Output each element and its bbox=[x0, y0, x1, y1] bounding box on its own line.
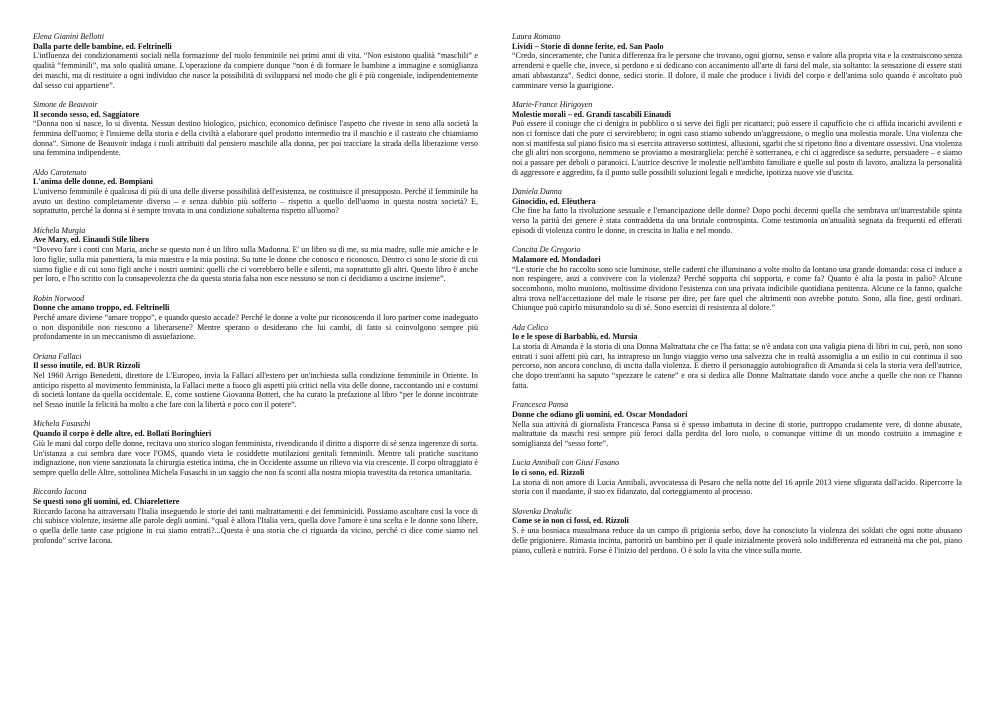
book-entry-danna bbox=[512, 187, 962, 236]
book-description: Riccardo Iacona ha attraversato l'Italia inseguendo le storie dei tanti maltrattamenti e dei femminicidi. Possiamo ascoltare così la voce di chi subisce violenze, insieme alle parole degli uomini. “qual è allora l'Italia vera, quella dove l'amore è una scelta e le donne sono libere, o quella delle tante case prigione in cui siamo entrati?...Questa è una storia che ci riguarda da vicino, perché ci dice come siamo nel profondo” scrive Iacona. bbox=[33, 506, 478, 545]
book-author: Marie-France Hirigoyen bbox=[512, 99, 593, 109]
book-description: “Le storie che ho raccolto sono scie luminose, stelle cadenti che illuminano a volte molto da lontano una grande domanda: cosa ci induce a non respingere, anzi a convivere con la violenza? Perché sopporta chi sopporta, e come fa? Quanto è alta la posta in palio? Alcune soccombono, molto muoiono, moltissime dividono l'esistenza con una privata indicibile quotidiana penitenza. Alcune ce la fanno, qualche altra trova nell'accettazione del male le risorse per dire, per fare quel che altrimenti non avrebbe potuto. Sono, alla fine, gesti ordinari. Chiunque può capirlo misurandolo su di sé. Sono esercizi di resistenza al dolore.” bbox=[512, 264, 962, 313]
book-title: Quando il corpo è delle altre, ed. Bollati Boringhieri bbox=[33, 429, 212, 439]
book-author: Elena Gianini Bellotti bbox=[33, 32, 105, 41]
book-description: S. è una bosniaca musulmana reduce da un campo di prigionia serbo, dove ha conosciuto la violenza dei soldati che ogni notte abusano delle prigioniere. Rimasta incinta, partorirà un bambino per il quale inizialmente proverà solo indifferenza ed estraneità ma che poi, piano piano, cullerà e nutrirà. Forse è l'inizio del perdono. O è solo la vita che vince sulla morte. bbox=[512, 526, 962, 555]
book-entry-fallaci bbox=[33, 352, 478, 410]
book-entry-iacona bbox=[33, 487, 478, 545]
book-title: Donne che odiano gli uomini, ed. Oscar Mondadori bbox=[512, 409, 688, 419]
book-title: L'anima delle donne, ed. Bompiani bbox=[33, 177, 153, 187]
book-title: Molestie morali – ed. Grandi tascabili Einaudi bbox=[512, 109, 671, 119]
book-description: Nella sua attività di giornalista Francesca Pansa si è spesso imbattuta in decine di storie, purtroppo crudamente vere, di donne abusate, maltrattate da maschi resi sempre più feroci dalla perdita del loro ruolo, o comunque vittime di un mondo costruito a immagine e somiglianza del “sesso forte”. bbox=[512, 419, 962, 448]
book-entry-drakulic bbox=[512, 507, 962, 556]
book-title: Il sesso inutile, ed. BUR Rizzoli bbox=[33, 361, 141, 371]
book-author: Simone de Beauvoir bbox=[33, 99, 98, 109]
book-description: “Donna non si nasce, lo si diventa. Nessun destino biologico, psichico, economico definisce l'aspetto che riveste in seno alla società la femmina dell'uomo; è l'insieme della storia e della civiltà a elaborare quel prodotto intermedio tra il maschio e il castrato che chiamiamo donna”. Simone de Beauvoir indaga i ruoli attribuiti dal pensiero maschile alla donna, per poi tracciare la strada della liberazione verso una femmina indipendente. bbox=[33, 119, 478, 158]
book-author: Oriana Fallaci bbox=[33, 351, 82, 361]
book-title: Ginocidio, ed. Elèuthera bbox=[512, 196, 596, 206]
book-title: Io ci sono, ed. Rizzoli bbox=[512, 467, 585, 477]
book-entry-bellotti bbox=[33, 32, 478, 90]
left-column bbox=[33, 32, 478, 555]
book-description: Può essere il coniuge che ci denigra in pubblico o si serve dei figli per ricattarci; può essere il capufficio che ci affida incarichi avvilenti e non ci fornisce dati che pure ci servirebbero; in ogni caso stiamo subendo un'aggressione, o meglio una molestia morale. Una violenza che non si manifesta sul piano fisico ma si esercita attraverso sottintesi, allusioni, sgarbi che si ripetono fino a diventare ossessivi. Una violenza che gli altri non scorgono, nemmeno se proviamo a mostrargliela: perché è sotterranea, e chi ci aggredisce sa sedurre, persuadere – e siamo noi a passare per deboli o paranoici. L'autrice descrive le molestie nell'ambito familiare e quelle sul posto di lavoro, analizza la personalità di aggressore e aggredito, fa il punto sulle possibili soluzioni legali e mediche, ipotizza nuove vie d'uscita. bbox=[512, 119, 962, 177]
book-entry-degregorio bbox=[512, 245, 962, 313]
book-entry-beauvoir bbox=[33, 100, 478, 158]
book-author: Ada Celico bbox=[512, 322, 548, 332]
book-entry-fusaschi bbox=[33, 419, 478, 477]
book-title: Il secondo sesso, ed. Saggiatore bbox=[33, 109, 140, 119]
book-entry-annibali bbox=[512, 458, 962, 497]
book-description: La storia di Amanda è la storia di una Donna Maltrattata che ce l'ha fatta: se n'è andata con una valigia piena di libri in cui, però, non sono entrati i suoi affetti più cari, ha intrapreso un lungo viaggio verso una salvezza che in realtà assomiglia a un esilio in cui continua il suo percorso, non ancora concluso, di uscita dalla violenza. E dietro il personaggio autobiografico di Amanda si cela la storia vera dell'autrice, che dopo trent'anni ha saputo “spezzare le catene” e ora si dedica alle Donne Maltrattate dando voce anche a quelle che non ce l'hanno fatta. bbox=[512, 342, 962, 390]
book-description: Perché amare diviene “amare troppo”, e quando questo accade? Perché le donne a volte pur riconoscendo il loro partner come inadeguato o non disponibile non riescono a liberarsene? Mentre sperano o desiderano che lui cambi, di fatto si coinvolgono sempre più profondamente in un meccanismo di assuefazione. bbox=[33, 312, 478, 342]
book-author: Michela Fusaschi bbox=[33, 419, 91, 429]
book-title: Se questi sono gli uomini, ed. Chiarelettere bbox=[33, 496, 180, 506]
book-entry-carotenuto bbox=[33, 168, 478, 217]
book-author: Laura Romano bbox=[512, 32, 561, 41]
book-description: Giù le mani dal corpo delle donne, recitava uno storico slogan femminista, rivendicando il diritto a disporre di sé senza ingerenze di sorta. Un'istanza a cui sembra dare voce l'OMS, quando vieta le cosiddette mutilazioni genitali femminili. Mentre tali pratiche suscitano indignazione, non viene sanzionata la chirurgia estetica intima, che in Occidente assume un rilievo via via crescente. Il corpo oltraggiato è sempre quello delle Altre, sottolinea Michela Fusaschi in un saggio che non fa sconti alla nostra miopia travestita da retorica umanitaria. bbox=[33, 438, 478, 477]
book-author: Concita De Gregorio bbox=[512, 245, 581, 255]
book-author: Slavenka Drakulic bbox=[512, 506, 572, 516]
book-entry-murgia bbox=[33, 226, 478, 284]
book-author: Daniela Danna bbox=[512, 187, 562, 197]
book-title: Io e le spose di Barbablù, ed. Mursia bbox=[512, 332, 638, 342]
book-entry-romano bbox=[512, 32, 962, 90]
book-title: Ave Mary, ed. Einaudi Stile libero bbox=[33, 235, 150, 245]
book-title: Malamore ed. Mondadori bbox=[512, 254, 601, 264]
book-author: Lucia Annibali con Giusi Fasano bbox=[512, 458, 620, 468]
book-entry-pansa bbox=[512, 400, 962, 449]
book-author: Francesca Pansa bbox=[512, 400, 569, 410]
right-column bbox=[512, 32, 962, 565]
book-description: L'universo femminile è qualcosa di più di una delle diverse possibilità dell'esistenza, ne costituisce il presupposto. Perché il femminile ha avuto un destino completamente diverso – e senza dubbio più sofferto – rispetto a quello dell'uomo in questa nostra società? E, soprattutto, perché la donna si è sempre trovata in una condizione subalterna rispetto all'uomo? bbox=[33, 187, 478, 216]
book-entry-norwood bbox=[33, 294, 478, 343]
book-title: Donne che amano troppo, ed. Feltrinelli bbox=[33, 303, 170, 313]
book-description: La storia di non amore di Lucia Annibali, avvocatessa di Pesaro che nella notte del 16 aprile 2013 viene sfigurata dall'acido. Ripercorre la storia con il mandante, il suo ex fidanzato, dal corteggiamento al processo. bbox=[512, 477, 962, 497]
book-entry-hirigoyen bbox=[512, 100, 962, 178]
book-description: “Credo, sinceramente, che l'unica differenza fra le persone che trovano, ogni giorno, senso e valore alla propria vita e la costruiscono senza arrendersi e quelle che, invece, si perdono e si dedicano con accanimento all'arte di farsi del male, sia soltanto: la sensazione di essere stati amati abbastanza”. Sedici donne, sedici storie. Il dolore, il male che produce i lividi del corpo e dell'anima solo quando è ascoltato può camminare verso la guarigione. bbox=[512, 51, 962, 90]
book-description: Nel 1960 Arrigo Benedetti, direttore de L'Europeo, invia la Fallaci all'estero per un'inchiesta sulla condizione femminile in Oriente. In anticipo rispetto al movimento femminista, la Fallaci mette a fuoco gli aspetti più critici nella vita delle donne, raccontando usi e costumi di società lontane da quella occidentale. E, come sostiene Giovanna Botteri, che ha curato la prefazione al libro “per le donne incontrate nel Sesso inutile la felicità ha molto a che fare con la libertà e poco con il potere”. bbox=[33, 371, 478, 410]
book-author: Riccardo Iacona bbox=[33, 487, 87, 497]
book-description: Che fine ha fatto la rivoluzione sessuale e l'emancipazione delle donne? Dopo pochi decenni quella che sembrava un'inarrestabile spinta verso la parità dei genere è stata contraddetta da una brutale controspinta. Come testimonia un'attualità segnata da frequenti ed efferati episodi di violenza contro le donne, in crescita in Italia e nel mondo. bbox=[512, 206, 962, 235]
book-description: L'influenza dei condizionamenti sociali nella formazione del ruolo femminile nei primi anni di vita. “Non esistono qualità “maschili” e qualità “femminili”, ma solo qualità umane. L'operazione da compiere dunque “non è di formare le bambine a immagine e somiglianza dei maschi, ma di restituire a ogni individuo che nasce la possibilità di svilupparsi nel modo che gli è più congeniale, indipendentemente dal sesso cui appartiene”. bbox=[33, 51, 478, 90]
book-entry-celico bbox=[512, 323, 962, 391]
book-title: Dalla parte delle bambine, ed. Feltrinelli bbox=[33, 41, 172, 51]
book-author: Robin Norwood bbox=[33, 293, 85, 303]
book-title: Come se io non ci fossi, ed. Rizzoli bbox=[512, 516, 629, 526]
book-author: Aldo Carotenuto bbox=[33, 167, 87, 177]
book-description: “Dovevo fare i conti con Maria, anche se questo non è un libro sulla Madonna. E' un libro su di me, su mia madre, sulle mie amiche e le loro figlie, sulla mia panettiera, la mia maestra e la mia postina. Su tutte le donne che conosco e riconosco. Dentro ci sono le storie di cui siamo figlie e di cui sono figli anche i nostri uomini: quelli che ci vorrebbero belle e silenti, ma soprattutto gli altri. Questo libro è anche per loro, e l'ho scritto con la consapevolezza che da questa storia falsa non esce nessuno se non ci decidiamo a uscirne insieme”. bbox=[33, 245, 478, 284]
book-title: Lividi – Storie di donne ferite, ed. San Paolo bbox=[512, 41, 664, 51]
book-author: Michela Murgia bbox=[33, 225, 86, 235]
